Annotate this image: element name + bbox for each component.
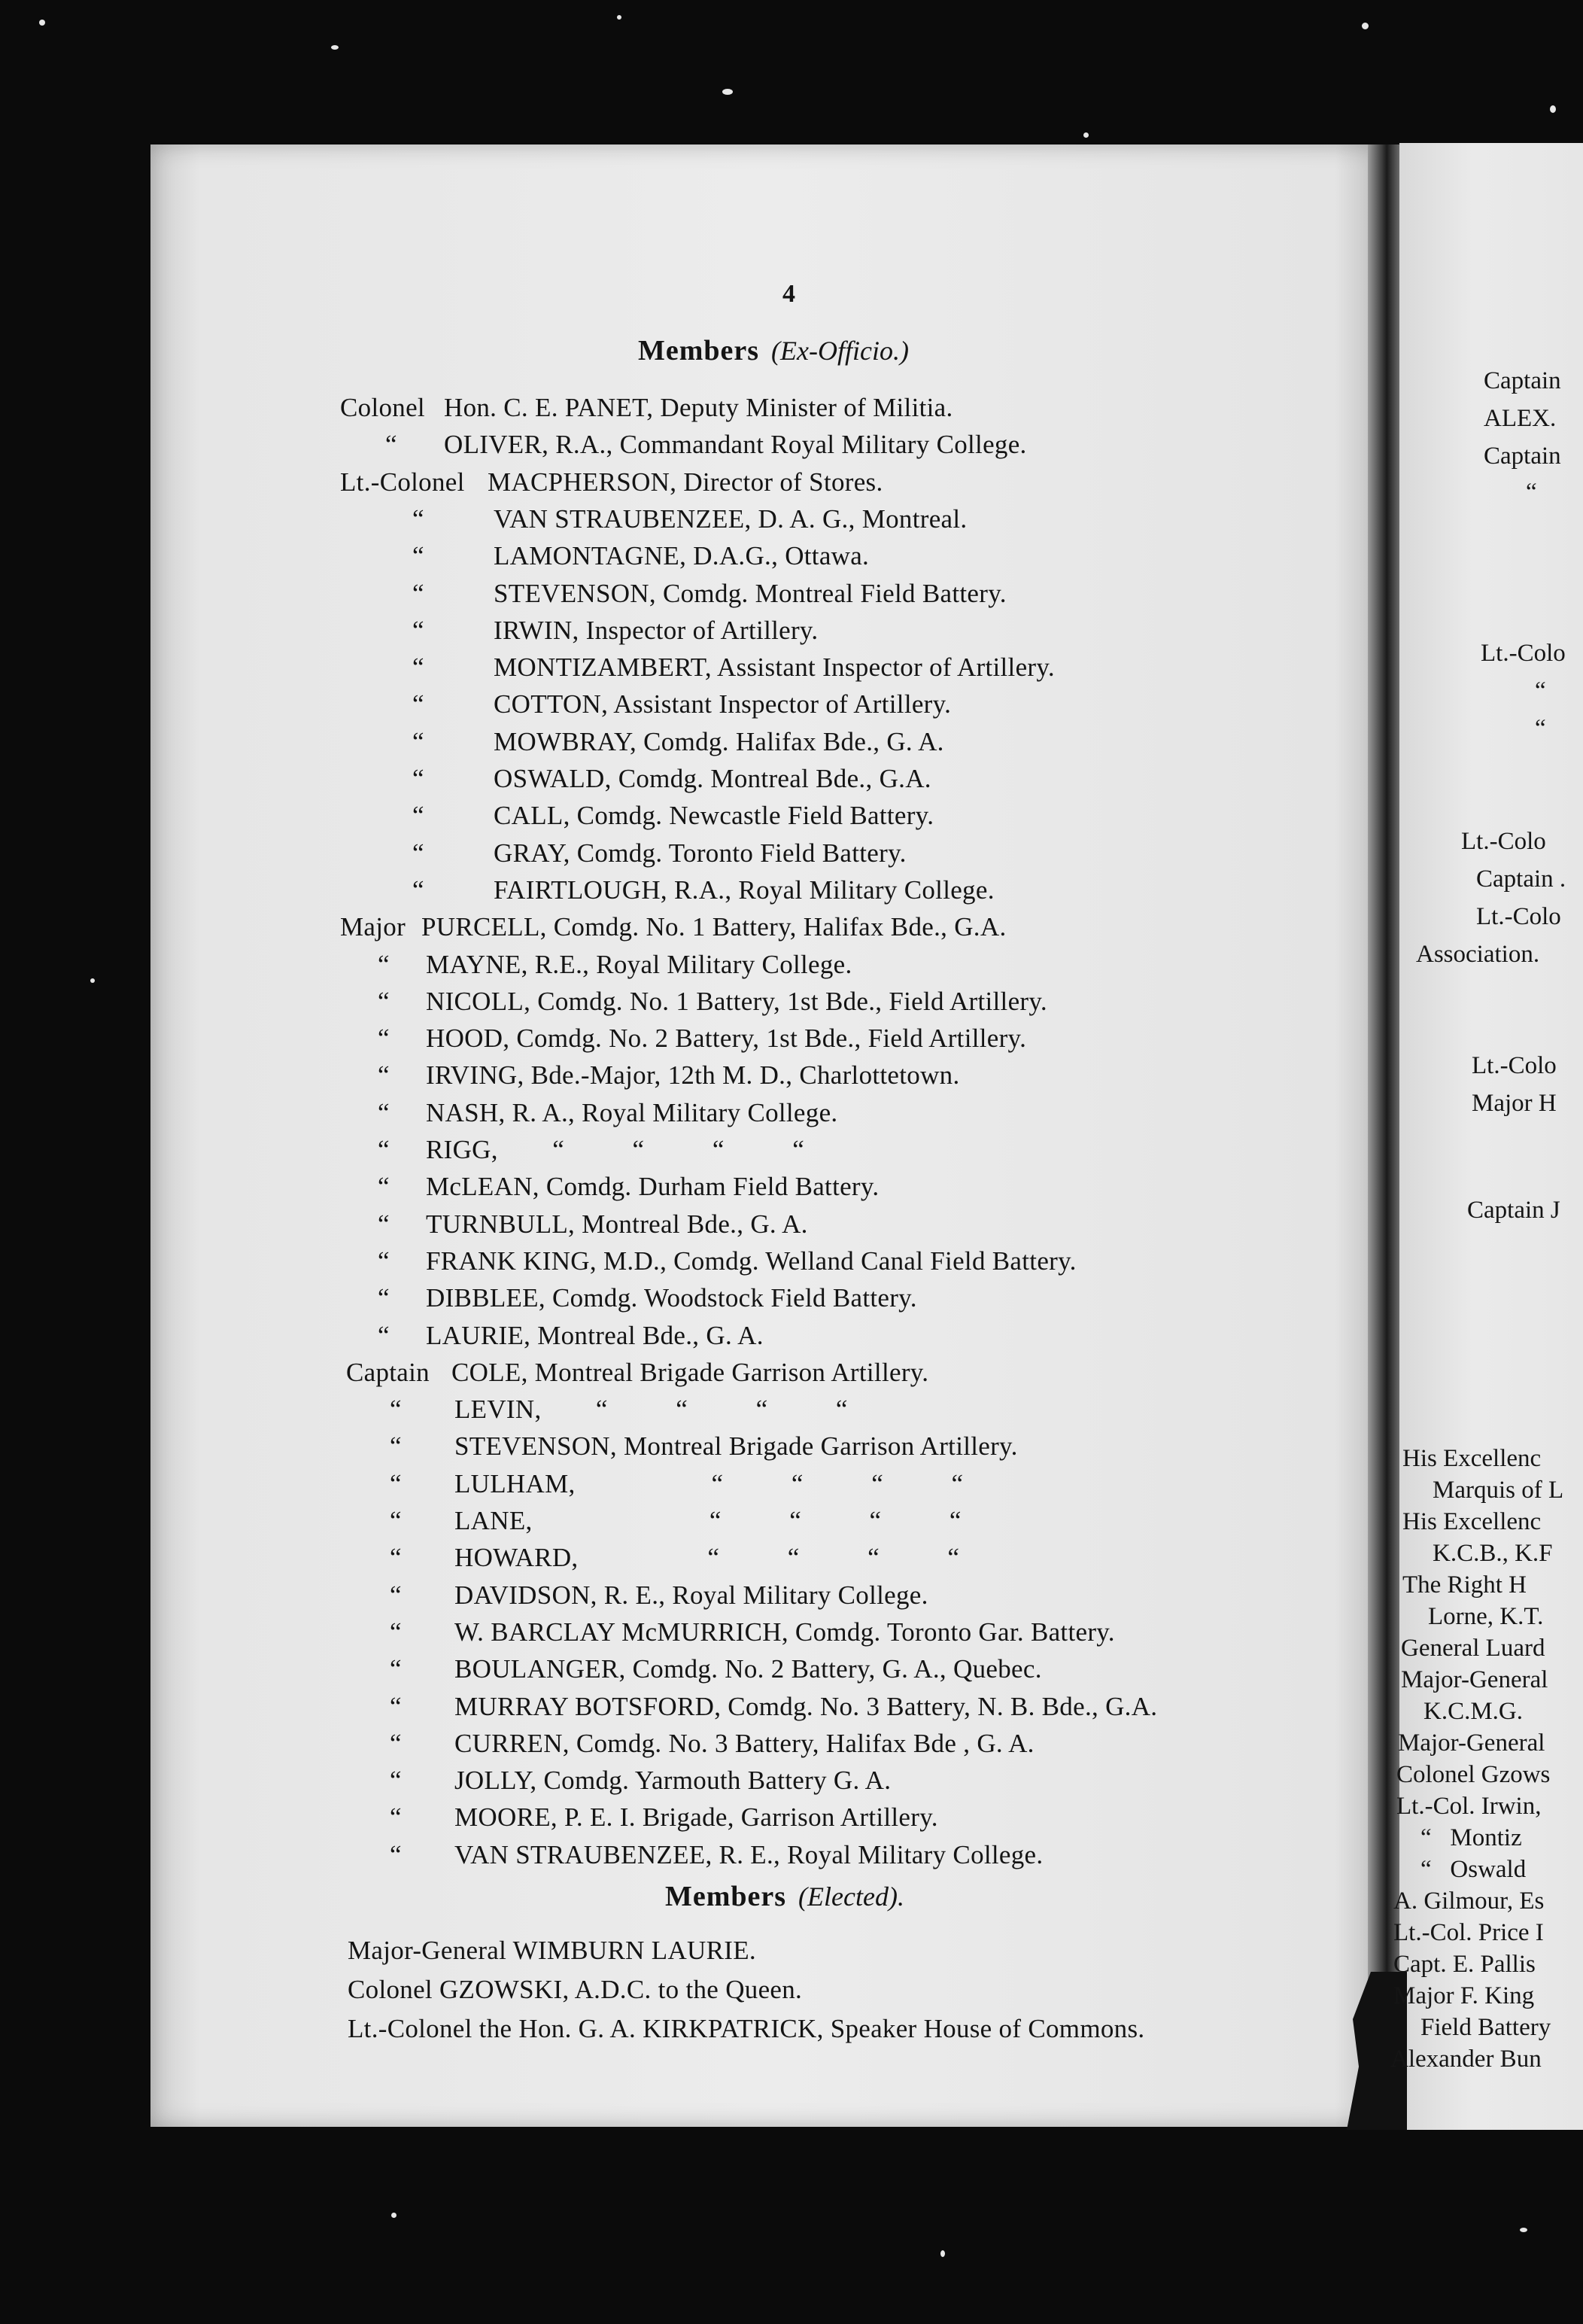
member-rank: “ — [412, 578, 424, 608]
adjacent-page-line: Captain — [1484, 443, 1561, 470]
member-rank: “ — [390, 1468, 402, 1498]
dust-speck — [722, 89, 733, 95]
member-rank: “ — [378, 986, 390, 1016]
dust-speck — [617, 15, 621, 20]
adjacent-page-line: Marquis of L — [1433, 1477, 1564, 1504]
member-rank: “ — [385, 430, 397, 460]
member-entry: CALL, Comdg. Newcastle Field Battery. — [494, 801, 934, 831]
adjacent-page-line: Captain — [1484, 367, 1561, 394]
adjacent-page-line: Lorne, K.T. — [1428, 1603, 1544, 1630]
adjacent-page-line: Lt.-Colo — [1461, 828, 1546, 855]
adjacent-page-line: The Right H — [1402, 1571, 1527, 1599]
member-rank: “ — [390, 1617, 402, 1647]
member-rank: “ — [378, 1135, 390, 1164]
member-entry: HOOD, Comdg. No. 2 Battery, 1st Bde., Field Artillery. — [426, 1024, 1027, 1054]
adjacent-page-line: “ Montiz — [1420, 1824, 1522, 1851]
elected-member: Lt.-Colonel the Hon. G. A. KIRKPATRICK, Speaker House of Commons. — [348, 2014, 1145, 2043]
adjacent-page-line: Colonel Gzows — [1396, 1761, 1551, 1788]
dust-speck — [39, 20, 45, 26]
dust-speck — [940, 2250, 945, 2257]
member-entry: LAMONTAGNE, D.A.G., Ottawa. — [494, 541, 870, 571]
member-rank: “ — [390, 1728, 402, 1758]
elected-member: Major-General WIMBURN LAURIE. — [348, 1936, 756, 1965]
adjacent-page-line: A. Gilmour, Es — [1393, 1887, 1545, 1915]
adjacent-page-line: “ — [1535, 677, 1546, 704]
member-rank: “ — [378, 1060, 390, 1091]
adjacent-page-line: Major F. King — [1393, 1982, 1535, 2009]
elected-member: Colonel GZOWSKI, A.D.C. to the Queen. — [348, 1975, 803, 2004]
member-rank: “ — [378, 1097, 390, 1127]
member-entry: NASH, R. A., Royal Military College. — [426, 1097, 838, 1127]
dust-speck — [90, 978, 95, 983]
member-entry: VAN STRAUBENZEE, R. E., Royal Military College. — [454, 1839, 1044, 1869]
member-entry: MOWBRAY, Comdg. Halifax Bde., G. A. — [494, 726, 944, 756]
adjacent-page-line: Field Battery — [1420, 2014, 1551, 2041]
member-entry: LULHAM, “ “ “ “ — [454, 1468, 964, 1498]
member-entry: GRAY, Comdg. Toronto Field Battery. — [494, 838, 907, 868]
adjacent-page-line: ALEX. — [1484, 405, 1557, 432]
member-entry: MAYNE, R.E., Royal Military College. — [426, 949, 852, 979]
member-rank: “ — [412, 875, 424, 905]
member-entry: FAIRTLOUGH, R.A., Royal Military College. — [494, 875, 995, 905]
member-entry: OSWALD, Comdg. Montreal Bde., G.A. — [494, 764, 931, 793]
dust-speck — [391, 2213, 397, 2218]
member-entry: DAVIDSON, R. E., Royal Military College. — [454, 1580, 928, 1610]
adjacent-page-line: Association. — [1416, 941, 1540, 968]
member-rank: “ — [390, 1839, 402, 1869]
member-entry: LANE, “ “ “ “ — [454, 1506, 962, 1535]
member-rank: “ — [378, 1320, 390, 1350]
adjacent-page-line: “ — [1526, 479, 1537, 506]
adjacent-page-line: His Excellenc — [1402, 1508, 1542, 1535]
member-entry: COLE, Montreal Brigade Garrison Artillery. — [451, 1357, 929, 1387]
adjacent-page-line: Alexander Bun — [1390, 2046, 1542, 2073]
member-rank: “ — [390, 1766, 402, 1796]
member-entry: OLIVER, R.A., Commandant Royal Military College. — [444, 430, 1027, 460]
adjacent-page-line: Lt.-Col. Price I — [1393, 1919, 1544, 1946]
member-entry: LEVIN, “ “ “ “ — [454, 1395, 848, 1425]
adjacent-page-line: Major-General — [1398, 1729, 1545, 1757]
dust-speck — [1550, 105, 1556, 113]
member-rank: “ — [378, 1209, 390, 1239]
member-entry: DIBBLEE, Comdg. Woodstock Field Battery. — [426, 1283, 917, 1313]
member-entry: PURCELL, Comdg. No. 1 Battery, Halifax Bde., G.A. — [421, 912, 1007, 942]
member-rank: “ — [390, 1506, 402, 1535]
member-entry: MACPHERSON, Director of Stores. — [488, 467, 883, 497]
adjacent-page-line: Major H — [1472, 1090, 1557, 1117]
heading-label: Members — [638, 335, 760, 367]
adjacent-page-line: Lt.-Colo — [1481, 640, 1566, 667]
member-entry: IRVING, Bde.-Major, 12th M. D., Charlottetown. — [426, 1060, 960, 1091]
member-rank: Lt.-Colonel — [340, 467, 465, 497]
member-rank: Major — [340, 912, 406, 942]
member-rank: “ — [390, 1431, 402, 1462]
member-rank: “ — [412, 726, 424, 756]
adjacent-page-line: Captain . — [1476, 865, 1566, 893]
member-rank: “ — [412, 615, 424, 645]
adjacent-page-line: “ Oswald — [1420, 1856, 1527, 1883]
member-entry: W. BARCLAY McMURRICH, Comdg. Toronto Gar. Battery. — [454, 1617, 1115, 1647]
member-entry: RIGG, “ “ “ “ — [426, 1135, 805, 1164]
dust-speck — [1362, 23, 1369, 29]
page-number: 4 — [782, 280, 795, 308]
member-rank: “ — [390, 1691, 402, 1721]
member-rank: Captain — [346, 1357, 430, 1387]
member-entry: JOLLY, Comdg. Yarmouth Battery G. A. — [454, 1766, 892, 1796]
member-rank: “ — [390, 1580, 402, 1610]
adjacent-page-line: General Luard — [1401, 1635, 1545, 1662]
dust-speck — [1520, 2228, 1527, 2232]
member-rank: “ — [412, 838, 424, 868]
member-rank: “ — [412, 541, 424, 571]
adjacent-page-line: Captain J — [1467, 1197, 1560, 1224]
member-rank: “ — [412, 764, 424, 793]
member-rank: “ — [412, 801, 424, 831]
member-entry: NICOLL, Comdg. No. 1 Battery, 1st Bde., Field Artillery. — [426, 986, 1047, 1016]
member-rank: “ — [378, 949, 390, 979]
member-entry: MOORE, P. E. I. Brigade, Garrison Artillery. — [454, 1802, 938, 1833]
member-entry: COTTON, Assistant Inspector of Artillery. — [494, 689, 952, 719]
dust-speck — [331, 45, 339, 50]
member-entry: CURREN, Comdg. No. 3 Battery, Halifax Bde , G. A. — [454, 1728, 1035, 1758]
member-entry: Hon. C. E. PANET, Deputy Minister of Militia. — [444, 393, 953, 422]
member-rank: “ — [412, 503, 424, 534]
heading-label: Members — [665, 1881, 787, 1912]
member-rank: “ — [378, 1283, 390, 1313]
member-entry: VAN STRAUBENZEE, D. A. G., Montreal. — [494, 503, 968, 534]
adjacent-page-line: His Excellenc — [1402, 1445, 1542, 1472]
member-entry: STEVENSON, Comdg. Montreal Field Battery. — [494, 578, 1007, 608]
member-rank: “ — [412, 689, 424, 719]
book-gutter — [1368, 144, 1399, 2127]
heading-qualifier: (Ex-Officio.) — [771, 336, 909, 366]
heading-qualifier: (Elected). — [798, 1881, 904, 1912]
member-rank: “ — [390, 1395, 402, 1425]
member-entry: STEVENSON, Montreal Brigade Garrison Artillery. — [454, 1431, 1018, 1462]
elected-heading — [665, 1880, 904, 1913]
ex-officio-heading — [638, 334, 909, 367]
adjacent-page-line: K.C.B., K.F — [1433, 1540, 1553, 1567]
adjacent-page-line: K.C.M.G. — [1423, 1698, 1524, 1725]
adjacent-page-line: “ — [1535, 715, 1546, 742]
member-rank: “ — [390, 1543, 402, 1573]
adjacent-page-line: Lt.-Colo — [1472, 1052, 1557, 1079]
adjacent-page-line: Lt.-Colo — [1476, 903, 1561, 930]
member-rank: Colonel — [340, 393, 425, 422]
member-entry: TURNBULL, Montreal Bde., G. A. — [426, 1209, 808, 1239]
member-rank: “ — [378, 1024, 390, 1054]
adjacent-page-line: Major-General — [1401, 1666, 1548, 1693]
member-entry: HOWARD, “ “ “ “ — [454, 1543, 960, 1573]
member-rank: “ — [378, 1172, 390, 1202]
member-rank: “ — [412, 652, 424, 683]
member-rank: “ — [390, 1654, 402, 1684]
member-entry: MURRAY BOTSFORD, Comdg. No. 3 Battery, N. B. Bde., G.A. — [454, 1691, 1158, 1721]
member-entry: LAURIE, Montreal Bde., G. A. — [426, 1320, 764, 1350]
member-entry: IRWIN, Inspector of Artillery. — [494, 615, 819, 645]
member-entry: MONTIZAMBERT, Assistant Inspector of Artillery. — [494, 652, 1055, 683]
dust-speck — [1083, 132, 1089, 138]
adjacent-page-line: Lt.-Col. Irwin, — [1396, 1793, 1542, 1820]
member-entry: BOULANGER, Comdg. No. 2 Battery, G. A., Quebec. — [454, 1654, 1042, 1684]
member-rank: “ — [390, 1802, 402, 1833]
member-entry: FRANK KING, M.D., Comdg. Welland Canal Field Battery. — [426, 1246, 1077, 1276]
member-rank: “ — [378, 1246, 390, 1276]
adjacent-page-line: Capt. E. Pallis — [1393, 1951, 1536, 1978]
member-entry: McLEAN, Comdg. Durham Field Battery. — [426, 1172, 880, 1202]
